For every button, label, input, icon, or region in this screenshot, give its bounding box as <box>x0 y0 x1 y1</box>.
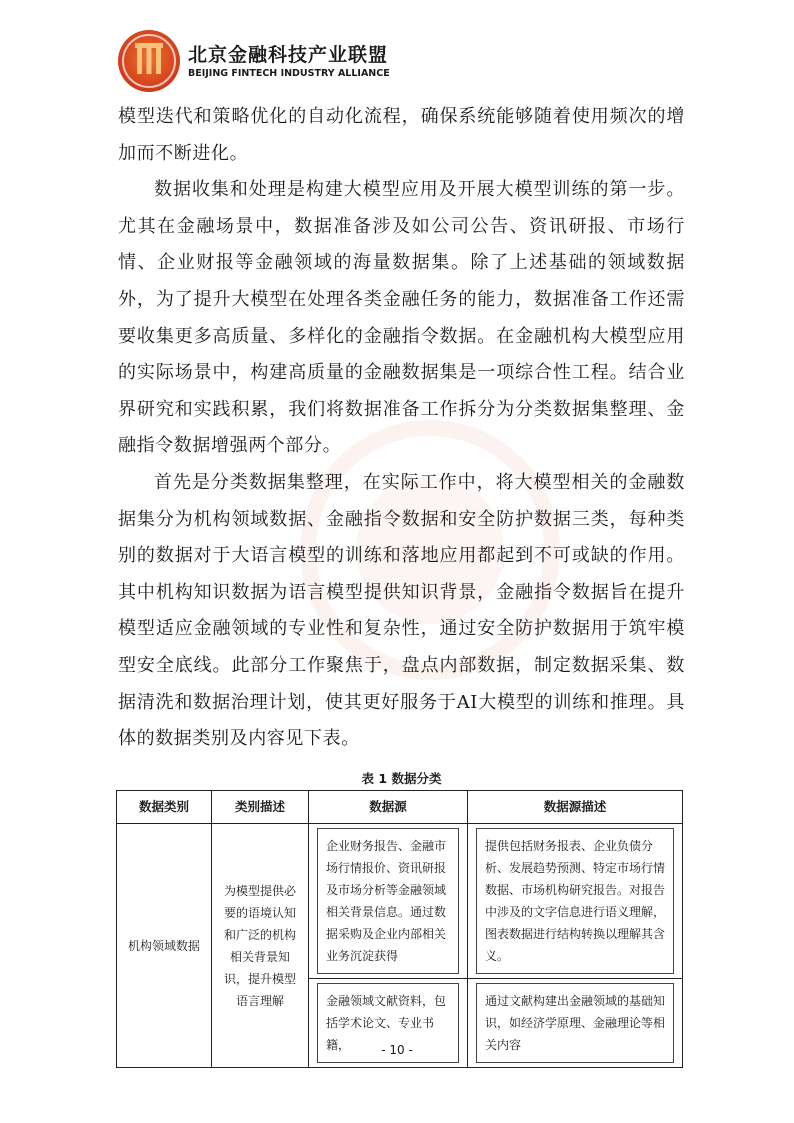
table-caption: 表 1 数据分类 <box>361 771 442 786</box>
table-header-row <box>117 791 683 824</box>
category-desc-cell: 为模型提供必要的语境认知和广泛的机构相关背景知识，提升模型语言理解 <box>212 824 309 1068</box>
category-cell: 机构领域数据 <box>117 824 212 1068</box>
source-desc-cell: 提供包括财务报表、企业负债分析、发展趋势预测、特定市场行情数据、市场机构研究报告。对报告中涉及的文字信息进行语义理解，图表数据进行结构转换以理解其含义。 <box>468 824 683 979</box>
paragraph: 首先是分类数据集整理，在实际工作中，将大模型相关的金融数据集分为机构领域数据、金融指令数据和安全防护数据三类，每种类别的数据对于大语言模型的训练和落地应用都起到不可或缺的作用。其中机构知识数据为语言模型提供知识背景，金融指令数据旨在提升模型适应金融领域的专业性和复杂性，通过安全防护数据用于筑牢模型安全底线。此部分工作聚焦于，盘点内部数据，制定数据采集、数据清洗和数据治理计划，使其更好服务于AI大模型的训练和推理。具体的数据类别及内容见下表。 <box>118 471 685 750</box>
paragraph: 数据收集和处理是构建大模型应用及开展大模型训练的第一步。尤其在金融场景中，数据准备涉及如公司公告、资讯研报、市场行情、企业财报等金融领域的海量数据集。除了上述基础的领域数据外，为了提升大模型在处理各类金融任务的能力，数据准备工作还需要收集更多高质量、多样化的金融指令数据。在金融机构大模型应用的实际场景中，构建高质量的金融数据集是一项综合性工程。结合业界研究和实践积累，我们将数据准备工作拆分为分类数据集整理、金融指令数据增强两个部分。 <box>118 179 685 457</box>
source-cell: 金融领域文献资料，包括学术论文、专业书籍， <box>309 979 468 1068</box>
paragraph: 模型迭代和策略优化的自动化流程，确保系统能够随着使用频次的增加而不断进化。 <box>118 106 685 164</box>
page-header <box>118 28 418 88</box>
table-header: 数据类别 <box>117 791 212 824</box>
table-header: 数据源描述 <box>468 791 683 824</box>
source-desc-cell: 通过文献构建出金融领域的基础知识，如经济学原理、金融理论等相关内容 <box>468 979 683 1068</box>
org-name-cn: 北京金融科技产业联盟 <box>188 44 389 66</box>
table-row <box>117 824 683 979</box>
body-text <box>118 99 685 758</box>
table-header: 类别描述 <box>212 791 309 824</box>
org-name-en: BEIJING FINTECH INDUSTRY ALLIANCE <box>188 68 390 79</box>
page-number: - 10 - <box>381 1043 413 1057</box>
data-classification-table <box>116 790 683 1068</box>
table-header: 数据源 <box>309 791 468 824</box>
source-cell: 企业财务报告、金融市场行情报价、资讯研报及市场分析等金融领域相关背景信息。通过数据采购及企业内部相关业务沉淀获得 <box>309 824 468 979</box>
alliance-logo <box>118 30 180 92</box>
